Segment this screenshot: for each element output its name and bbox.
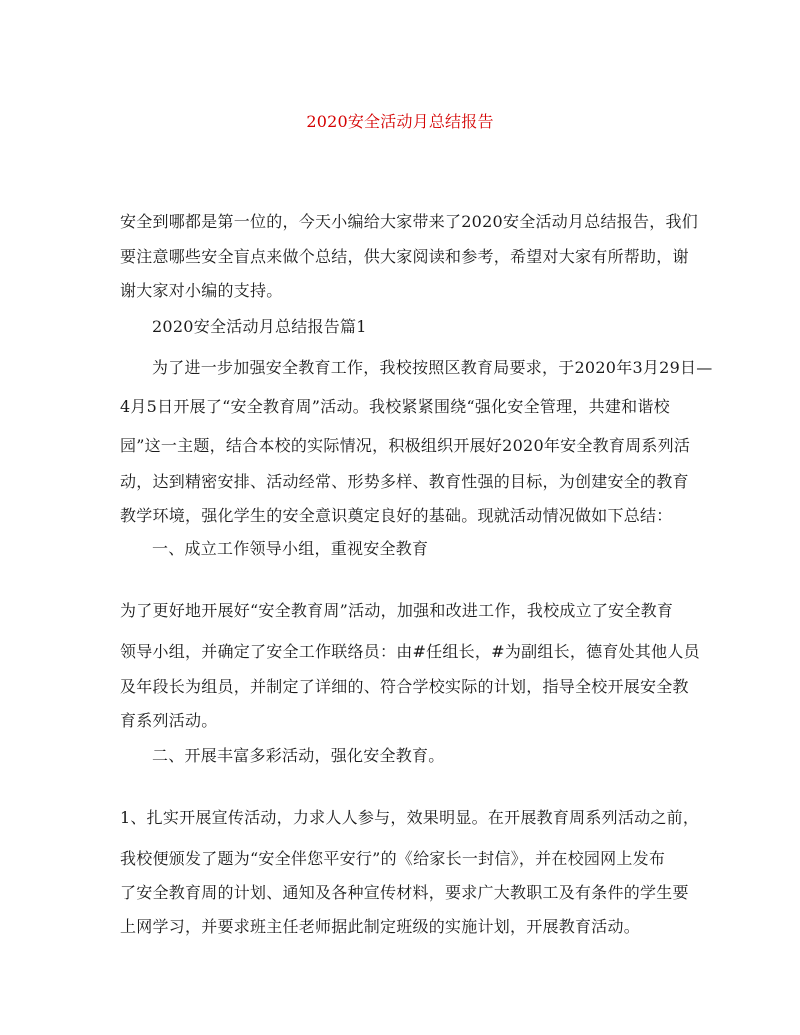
paragraph-line: 了安全教育周的计划、通知及各种宣传材料，要求广大教职工及有条件的学生要 <box>120 883 689 902</box>
paragraph-line: 及年段长为组员，并制定了详细的、符合学校实际的计划，指导全校开展安全教 <box>120 677 689 696</box>
section-heading: 一、成立工作领导小组，重视安全教育 <box>152 539 429 558</box>
intro-line: 要注意哪些安全盲点来做个总结，供大家阅读和参考，希望对大家有所帮助，谢 <box>120 247 689 266</box>
paragraph-line: 上网学习，并要求班主任老师据此制定班级的实施计划，开展教育活动。 <box>120 917 641 936</box>
paragraph-line: 领导小组，并确定了安全工作联络员：由#任组长，#为副组长，德育处其他人员 <box>120 642 700 661</box>
paragraph-line: 育系列活动。 <box>120 711 218 730</box>
paragraph-line: 动，达到精密安排、活动经常、形势多样、教育性强的目标，为创建安全的教育 <box>120 472 689 491</box>
section-heading: 二、开展丰富多彩活动，强化安全教育。 <box>152 746 445 765</box>
intro-line: 谢大家对小编的支持。 <box>120 281 283 300</box>
section-title: 2020安全活动月总结报告篇1 <box>152 317 367 336</box>
document-title: 2020安全活动月总结报告 <box>306 112 494 131</box>
paragraph-line: 为了更好地开展好“安全教育周”活动，加强和改进工作，我校成立了安全教育 <box>120 601 674 620</box>
paragraph-line: 1、扎实开展宣传活动，力求人人参与，效果明显。在开展教育周系列活动之前， <box>120 808 700 827</box>
paragraph-line: 我校便颁发了题为“安全伴您平安行”的《给家长一封信》，并在校园网上发布 <box>120 849 666 868</box>
paragraph-line: 4月5日开展了“安全教育周”活动。我校紧紧围绕“强化安全管理，共建和谐校 <box>120 397 670 416</box>
paragraph-line: 为了进一步加强安全教育工作，我校按照区教育局要求，于2020年3月29日— <box>152 358 713 377</box>
paragraph-line: 教学环境，强化学生的安全意识奠定良好的基础。现就活动情况做如下总结： <box>120 506 673 525</box>
paragraph-line: 园”这一主题，结合本校的实际情况，积极组织开展好2020年安全教育周系列活 <box>120 436 691 455</box>
intro-line: 安全到哪都是第一位的，今天小编给大家带来了2020安全活动月总结报告，我们 <box>120 212 698 231</box>
